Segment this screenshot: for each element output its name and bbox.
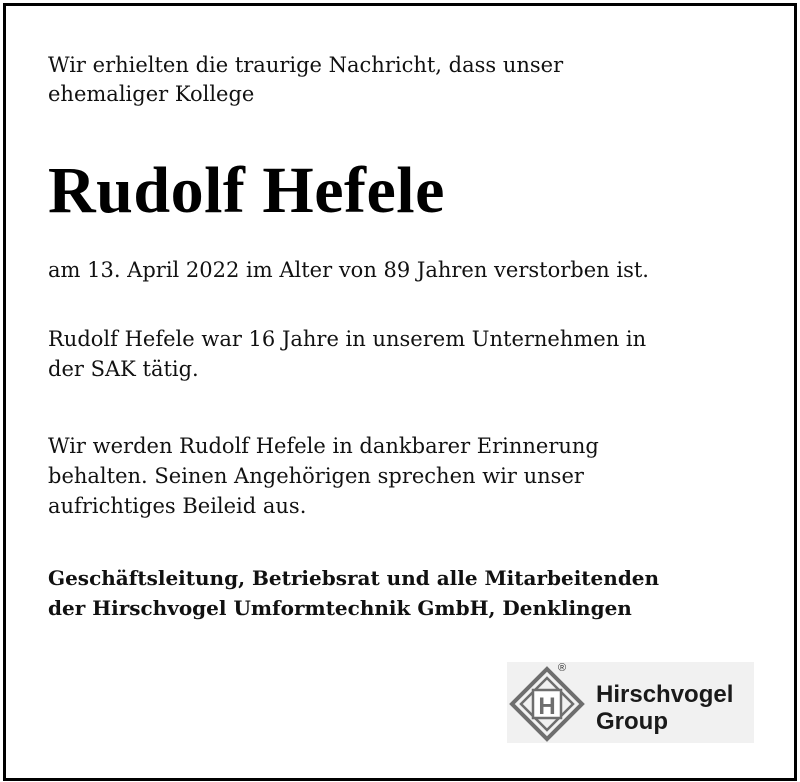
brand-wordmark (596, 681, 733, 735)
registered-mark: ® (558, 662, 567, 674)
memory-text (48, 431, 768, 521)
memory-line-3: aufrichtiges Beileid aus. (48, 494, 307, 518)
brand-line-1: Hirschvogel (596, 681, 734, 708)
tenure-line-2: der SAK tätig. (48, 357, 199, 381)
obituary-card (3, 3, 797, 781)
intro-line-1: Wir erhielten die traurige Nachricht, dass unser (48, 53, 564, 77)
intro-text (48, 51, 748, 109)
signature-text (48, 563, 768, 623)
brand-line-2: Group (596, 708, 668, 735)
deceased-name: Rudolf Hefele (48, 154, 445, 227)
signature-line-1: Geschäftsleitung, Betriebsrat und alle Mitarbeitenden (48, 566, 660, 590)
diamond-h-logo-icon (509, 666, 585, 742)
logo-mark-letter: H (538, 693, 556, 720)
signature-line-2: der Hirschvogel Umformtechnik GmbH, Denklingen (48, 596, 632, 620)
intro-line-2: ehemaliger Kollege (48, 82, 255, 106)
memory-line-1: Wir werden Rudolf Hefele in dankbarer Erinnerung (48, 434, 599, 458)
memory-line-2: behalten. Seinen Angehörigen sprechen wir unser (48, 464, 584, 488)
death-date-text: am 13. April 2022 im Alter von 89 Jahren verstorben ist. (48, 258, 649, 282)
tenure-text (48, 324, 768, 384)
hirschvogel-logo (507, 662, 754, 743)
tenure-line-1: Rudolf Hefele war 16 Jahre in unserem Unternehmen in (48, 327, 647, 351)
